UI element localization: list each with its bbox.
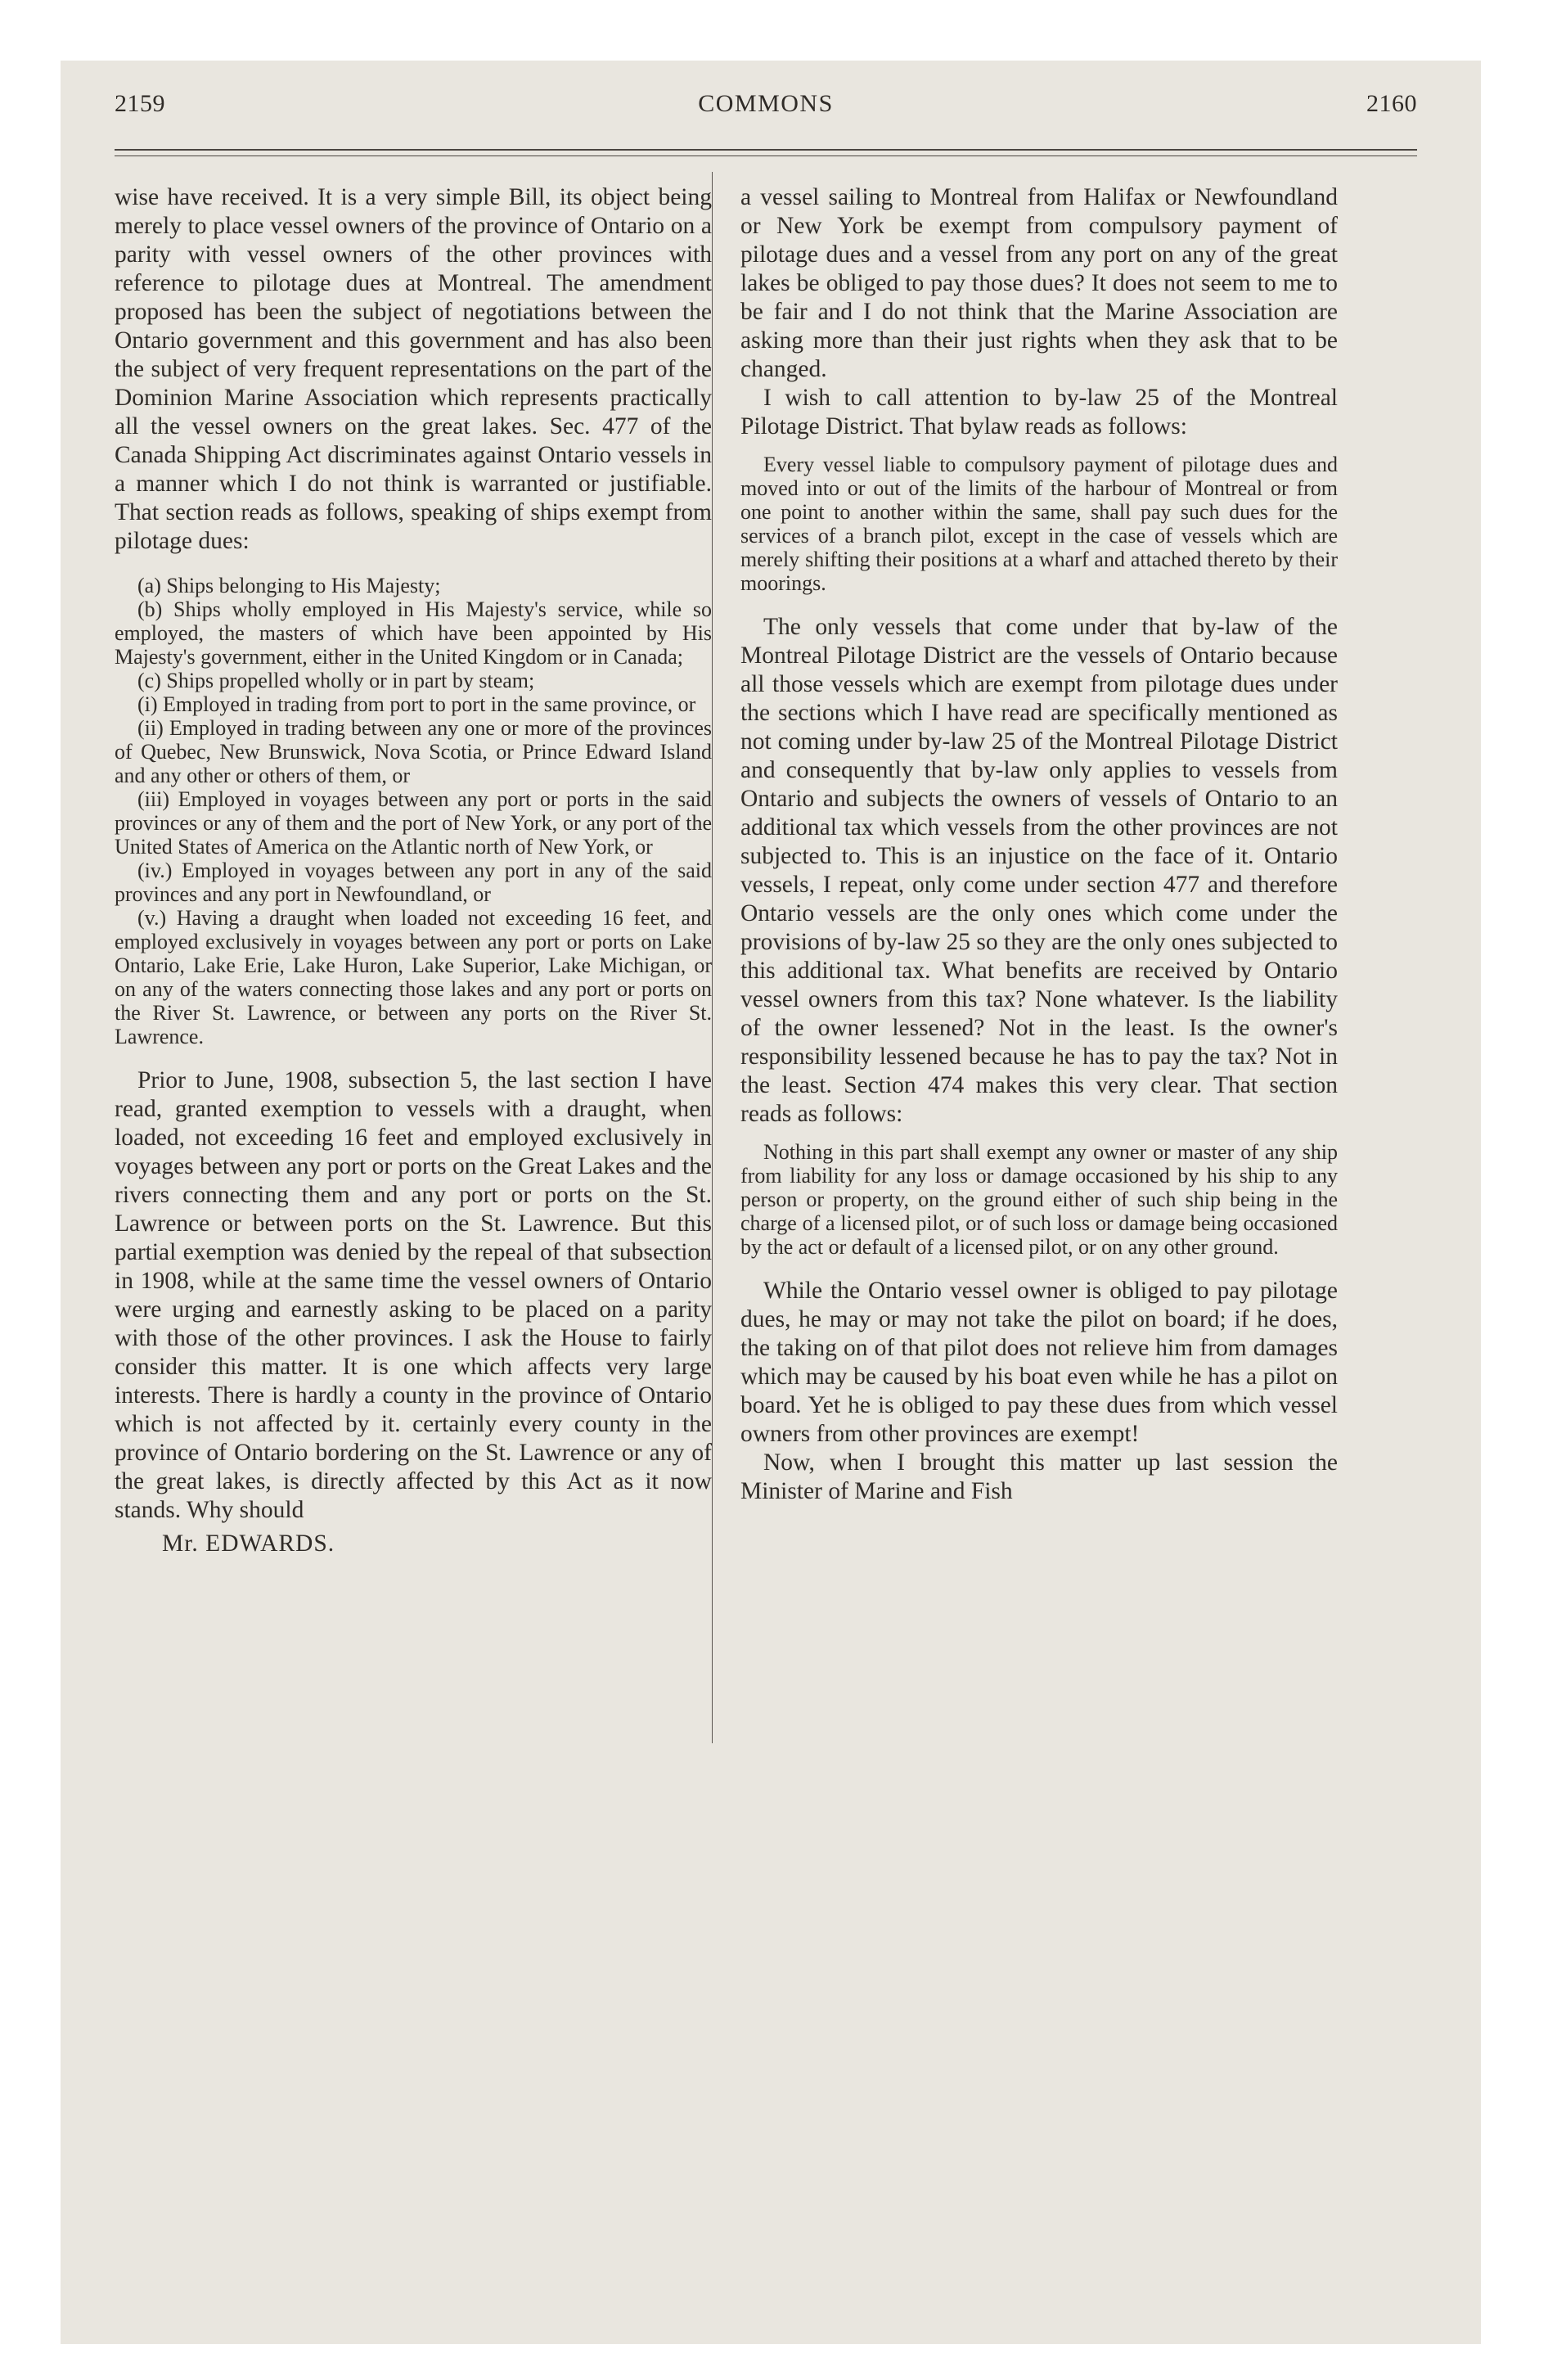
page-number-left: 2159 (115, 90, 165, 117)
quote-item-b: (b) Ships wholly employed in His Majesty's service, while so employed, the masters of which have been appointed by His Majesty's government, either in the United Kingdom or in Canada; (115, 597, 712, 669)
paragraph: Prior to June, 1908, subsection 5, the last section I have read, granted exemption to vessels with a draught, when loaded, not exceeding 16 feet and employed exclusively in voyages between any port or ports on the Great Lakes and the rivers connecting them and any port or ports on the St. Lawrence or between ports on the St. Lawrence. But this partial exemption was denied by the repeal of that subsection in 1908, while at the same time the vessel owners of Ontario were urging and earnestly asking to be placed on a parity with those of the other provinces. I ask the House to fairly consider this matter. It is one which affects very large interests. There is hardly a county in the province of Ontario which is not affected by it. certainly every county in the province of Ontario bordering on the St. Lawrence or any of the great lakes, is directly affected by this Act as it now stands. Why should (115, 1067, 712, 1523)
quote-item-c: (c) Ships propelled wholly or in part by steam; (137, 669, 535, 692)
paragraph: wise have received. It is a very simple Bill, its object being merely to place vessel owners of the province of Ontario on a parity with vessel owners of the other provinces with reference to pilotage dues at Montreal. The amendment proposed has been the subject of negotiations between the Ontario government and this government and has also been the subject of very frequent representations on the part of the Dominion Marine Association which represents practically all the vessel owners on the great lakes. Sec. 477 of the Canada Shipping Act discriminates against Ontario vessels in a manner which I do not think is warranted or justifiable. That section reads as follows, speaking of ships exempt from pilotage dues: (115, 184, 712, 554)
right-column (740, 183, 1338, 1506)
paragraph: Now, when I brought this matter up last session the Minister of Marine and Fish (740, 1449, 1338, 1504)
quote-item-iii: (iii) Employed in voyages between any port or ports in the said provinces or any of them and the port of New York, or any port of the United States of America on the Atlantic north of New York, or (115, 787, 712, 859)
quote-bylaw-25: Every vessel liable to compulsory payment of pilotage dues and moved into or out of the limits of the harbour of Montreal or from one point to another within the same, shall pay such dues for the services of a branch pilot, except in the case of vessels which are merely shifting their positions at a wharf and attached thereto by their moorings. (740, 453, 1338, 595)
quote-item-v: (v.) Having a draught when loaded not exceeding 16 feet, and employed exclusively in voyages between any port or ports on Lake Ontario, Lake Erie, Lake Huron, Lake Superior, Lake Michigan, or on any of the waters connecting those lakes and any port or ports on the River St. Lawrence, or between any ports on the River St. Lawrence. (115, 906, 712, 1048)
quote-item-i: (i) Employed in trading from port to port in the same province, or (137, 692, 696, 716)
speaker-signature: Mr. EDWARDS. (162, 1530, 335, 1557)
quote-section-474: Nothing in this part shall exempt any owner or master of any ship from liability for any loss or damage occasioned by his ship to any person or property, on the ground either of such ship being in the charge of a licensed pilot, or of such loss or damage being occasioned by the act or default of a licensed pilot, or on any other ground. (740, 1140, 1338, 1259)
paragraph: While the Ontario vessel owner is obliged to pay pilotage dues, he may or may not take the pilot on board; if he does, the taking on of that pilot does not relieve him from damages which may be caused by his boat even while he has a pilot on board. Yet he is obliged to pay these dues from which vessel owners from other provinces are exempt! (740, 1278, 1338, 1447)
column-divider (712, 172, 713, 1743)
paragraph: a vessel sailing to Montreal from Halifax or Newfoundland or New York be exempt from compulsory payment of pilotage dues and a vessel from any port on any of the great lakes be obliged to pay those dues? It does not seem to me to be fair and I do not think that the Marine Association are asking more than their just rights when they ask that to be changed. (740, 184, 1338, 382)
paragraph: I wish to call attention to by-law 25 of the Montreal Pilotage District. That bylaw reads as follows: (740, 385, 1338, 439)
paragraph: The only vessels that come under that by-law of the Montreal Pilotage District are the vessels of Ontario because all those vessels which are exempt from pilotage dues under the sections which I have read are specifically mentioned as not coming under by-law 25 of the Montreal Pilotage District and consequently that by-law only applies to vessels from Ontario and subjects the owners of vessels of Ontario to an additional tax which vessels from the other provinces are not subjected to. This is an injustice on the face of it. Ontario vessels, I repeat, only come under section 477 and therefore Ontario vessels are the only ones which come under the provisions of by-law 25 so they are the only ones subjected to this additional tax. What benefits are received by Ontario vessel owners from this tax? None whatever. Is the liability of the owner lessened? Not in the least. Is the owner's responsibility lessened because he has to pay the tax? Not in the least. Section 474 makes this very clear. That section reads as follows: (740, 614, 1338, 1127)
quote-item-a: (a) Ships belonging to His Majesty; (137, 574, 441, 597)
page-number-right: 2160 (1366, 90, 1417, 117)
quote-item-ii: (ii) Employed in trading between any one or more of the provinces of Quebec, New Brunswick, Nova Scotia, or Prince Edward Island and any other or others of them, or (115, 716, 712, 787)
quote-item-iv: (iv.) Employed in voyages between any port in any of the said provinces and any port in Newfoundland, or (115, 859, 712, 906)
header-rule-top (115, 149, 1417, 151)
page-title: COMMONS (698, 90, 834, 117)
left-column (115, 183, 712, 1558)
